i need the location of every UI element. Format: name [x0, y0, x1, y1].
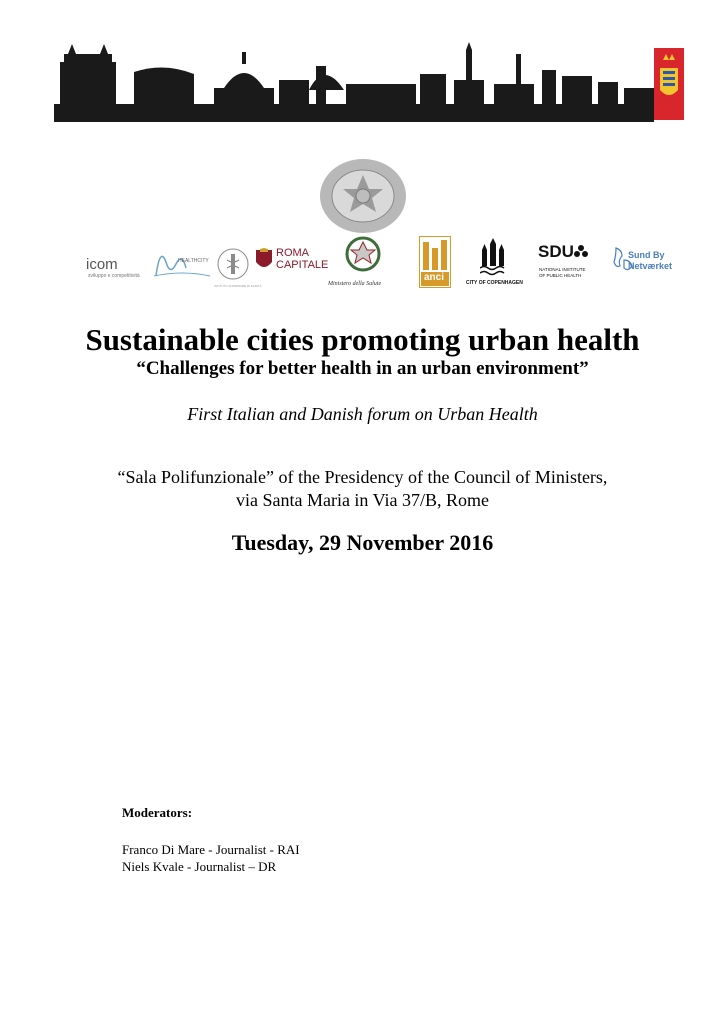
venue-line-2: via Santa Maria in Via 37/B, Rome	[235, 490, 490, 510]
italian-emblem-icon	[345, 234, 381, 274]
ministero-logo-text: Ministero della Salute	[328, 281, 382, 287]
moderators-heading: Moderators:	[122, 805, 193, 820]
palazzo-chigi-seal-icon	[318, 157, 408, 235]
sdu-leaf-icon	[574, 244, 588, 260]
icom-logo: icom	[86, 256, 118, 273]
copenhagen-towers-icon	[480, 238, 506, 276]
moderators-section	[122, 805, 300, 875]
copenhagen-logo-text: CITY OF COPENHAGEN	[466, 280, 523, 286]
sdu-logo-text: SDU	[538, 242, 574, 261]
capitale-logo-text: CAPITALE	[276, 259, 329, 271]
forum-name: First Italian and Danish forum on Urban Health	[187, 404, 538, 424]
rome-copenhagen-skyline-icon	[54, 40, 686, 122]
iss-logo-icon	[216, 246, 250, 282]
partner-logos	[0, 232, 725, 294]
netvaerket-logo-text: Netværket	[628, 261, 673, 271]
event-date: Tuesday, 29 November 2016	[231, 530, 494, 555]
page-subtitle: “Challenges for better health in an urban environment”	[136, 358, 589, 379]
venue-line-1: “Sala Polifunzionale” of the Presidency of the Council of Ministers,	[117, 467, 608, 487]
page-title: Sustainable cities promoting urban health	[85, 322, 640, 357]
healthcity-logo-text: HEALTHCITY	[178, 258, 209, 264]
roma-logo-text: ROMA	[276, 247, 309, 259]
moderator-item: Franco Di Mare - Journalist - RAI	[122, 842, 300, 857]
moderator-item: Niels Kvale - Journalist – DR	[122, 859, 277, 874]
sundby-logo-text: Sund By	[628, 250, 665, 260]
danish-coat-of-arms-icon	[654, 48, 684, 120]
roma-capitale-shield-icon	[255, 248, 273, 272]
sdu-logo-subtext: NATIONAL INSTITUTE OF PUBLIC HEALTH	[539, 267, 586, 278]
icom-logo-subtext: sviluppo e competitività	[88, 273, 140, 279]
anci-logo-text: anci	[424, 272, 445, 283]
iss-logo-text: ISTITUTO SUPERIORE DI SANITÀ	[214, 284, 262, 288]
